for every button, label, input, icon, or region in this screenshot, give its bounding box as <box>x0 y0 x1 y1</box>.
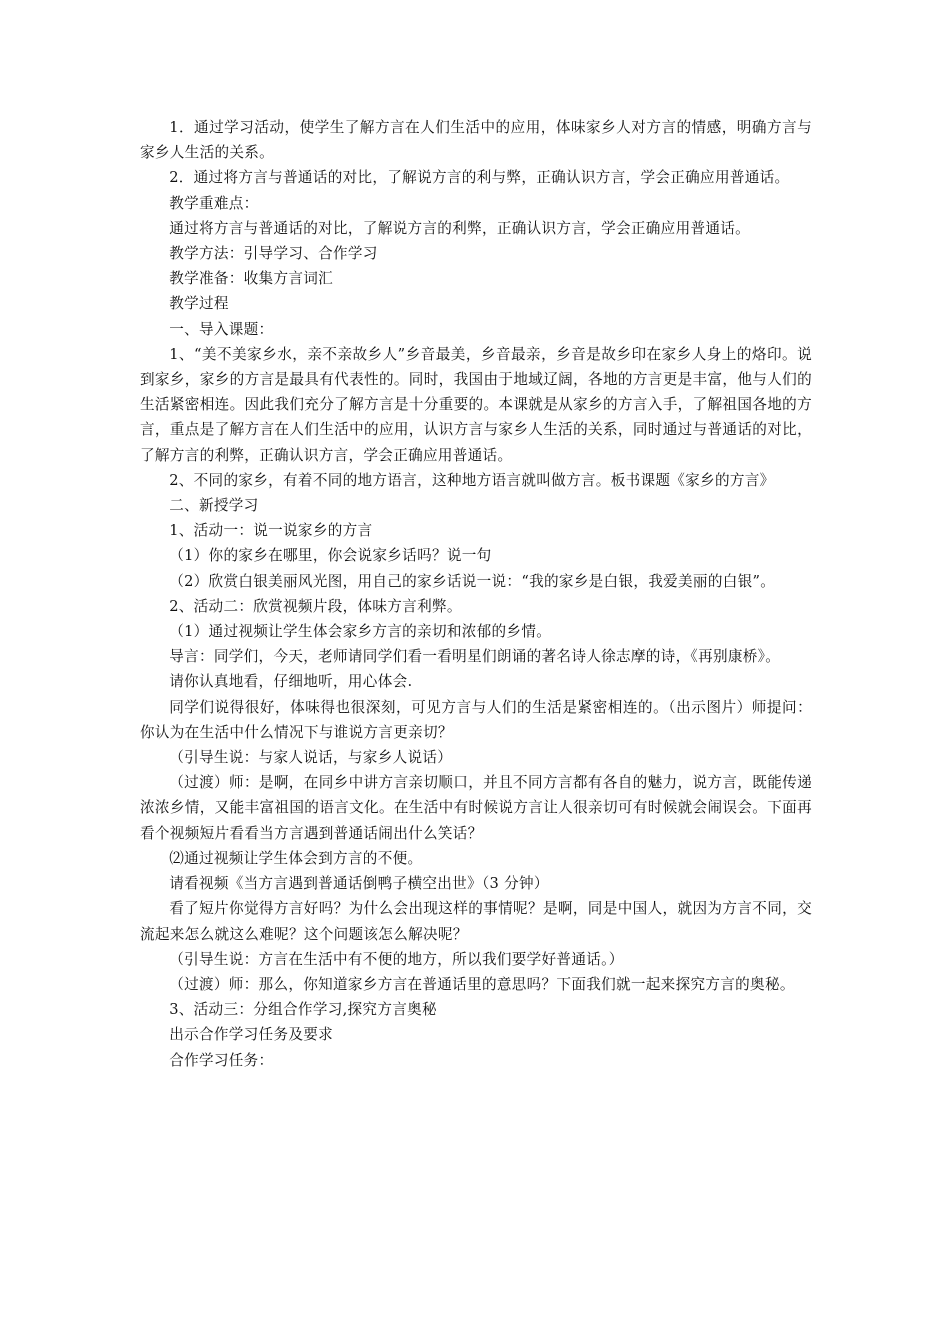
paragraph-intro-2: 2、不同的家乡，有着不同的地方语言，这种地方语言就叫做方言。板书课题《家乡的方言》 <box>169 471 775 489</box>
paragraph-key-points: 通过将方言与普通话的对比，了解说方言的利弊，正确认识方言，学会正确应用普通话。 <box>169 219 751 237</box>
heading-activity-1: 1、活动一：说一说家乡的方言 <box>169 522 373 540</box>
paragraph-transition-1: （过渡）师：是啊，在同乡中讲方言亲切顺口，并且不同方言都有各自的魅力，说方言，既能传递浓浓乡情，又能丰富祖国的语言文化。在生活中有时候说方言让人很亲切可有时候就会闹误会。下面再看个视频短片看看当方言遇到普通话闹出什么笑话？ <box>140 774 812 842</box>
paragraph-video: 请看视频《当方言遇到普通话倒鸭子横空出世》（3 分钟） <box>169 875 549 893</box>
paragraph-teacher-question: 同学们说得很好，体味得也很深刻，可见方言与人们的生活是紧密相连的。（出示图片）师提问：你认为在生活中什么情况下与谁说方言更亲切？ <box>140 698 812 741</box>
heading-section-2: 二、新授学习 <box>169 497 259 515</box>
heading-process: 教学过程 <box>169 295 229 313</box>
paragraph-objective-1: 1．通过学习活动，使学生了解方言在人们生活中的应用，体味家乡人对方言的情感，明确方言与家乡人生活的关系。 <box>140 119 812 162</box>
paragraph-reflection: 看了短片你觉得方言好吗？为什么会出现这样的事情呢？是啊，同是中国人，就因为方言不同，交流起来怎么就这么难呢？这个问题该怎么解决呢？ <box>140 900 812 943</box>
paragraph-activity-2-1: （1）通过视频让学生体会家乡方言的亲切和浓郁的乡情。 <box>169 623 552 641</box>
heading-activity-3: 3、活动三：分组合作学习,探究方言奥秘 <box>169 1001 437 1019</box>
paragraph-transition-2: （过渡）师：那么，你知道家乡方言在普通话里的意思吗？下面我们就一起来探究方言的奥秘。 <box>169 975 795 993</box>
heading-key-points: 教学重难点： <box>169 194 259 212</box>
paragraph-methods: 教学方法：引导学习、合作学习 <box>169 245 378 263</box>
paragraph-guide-intro: 导言：同学们，今天，老师请同学们看一看明星们朗诵的著名诗人徐志摩的诗，《再别康桥》。 <box>169 648 781 666</box>
paragraph-tasks-label: 合作学习任务： <box>169 1051 274 1069</box>
paragraph-activity-2-2: ⑵通过视频让学生体会到方言的不便。 <box>169 849 423 867</box>
paragraph-guide-answer-2: （引导生说：方言在生活中有不便的地方，所以我们要学好普通话。） <box>169 950 624 968</box>
paragraph-guide-answer-1: （引导生说：与家人说话，与家乡人说话） <box>169 749 453 767</box>
heading-activity-2: 2、活动二：欣赏视频片段，体味方言利弊。 <box>169 597 462 615</box>
paragraph-activity-1-q2: （2）欣赏白银美丽风光图，用自己的家乡话说一说：“我的家乡是白银，我爱美丽的白银”。 <box>169 572 776 590</box>
paragraph-preparation: 教学准备：收集方言词汇 <box>169 270 334 288</box>
document-body <box>140 115 812 1073</box>
heading-section-1: 一、导入课题： <box>169 320 274 338</box>
paragraph-watch: 请你认真地看，仔细地听，用心体会. <box>169 673 413 691</box>
paragraph-intro-1: 1、“美不美家乡水，亲不亲故乡人”乡音最美，乡音最亲，乡音是故乡印在家乡人身上的烙印。说到家乡，家乡的方言是最具有代表性的。同时，我国由于地域辽阔，各地的方言更是丰富，他与人们的生活紧密相连。因此我们充分了解方言是十分重要的。本课就是从家乡的方言入手，了解祖国各地的方言，重点是了解方言在人们生活中的应用，认识方言与家乡人生活的关系，同时通过与普通话的对比，了解方言的利弊，正确认识方言，学会正确应用普通话。 <box>140 345 812 464</box>
paragraph-activity-1-q1: （1）你的家乡在哪里，你会说家乡话吗？说一句 <box>169 547 492 565</box>
paragraph-objective-2: 2．通过将方言与普通话的对比，了解说方言的利与弊，正确认识方言，学会正确应用普通话。 <box>169 169 790 187</box>
paragraph-show-tasks: 出示合作学习任务及要求 <box>169 1026 334 1044</box>
